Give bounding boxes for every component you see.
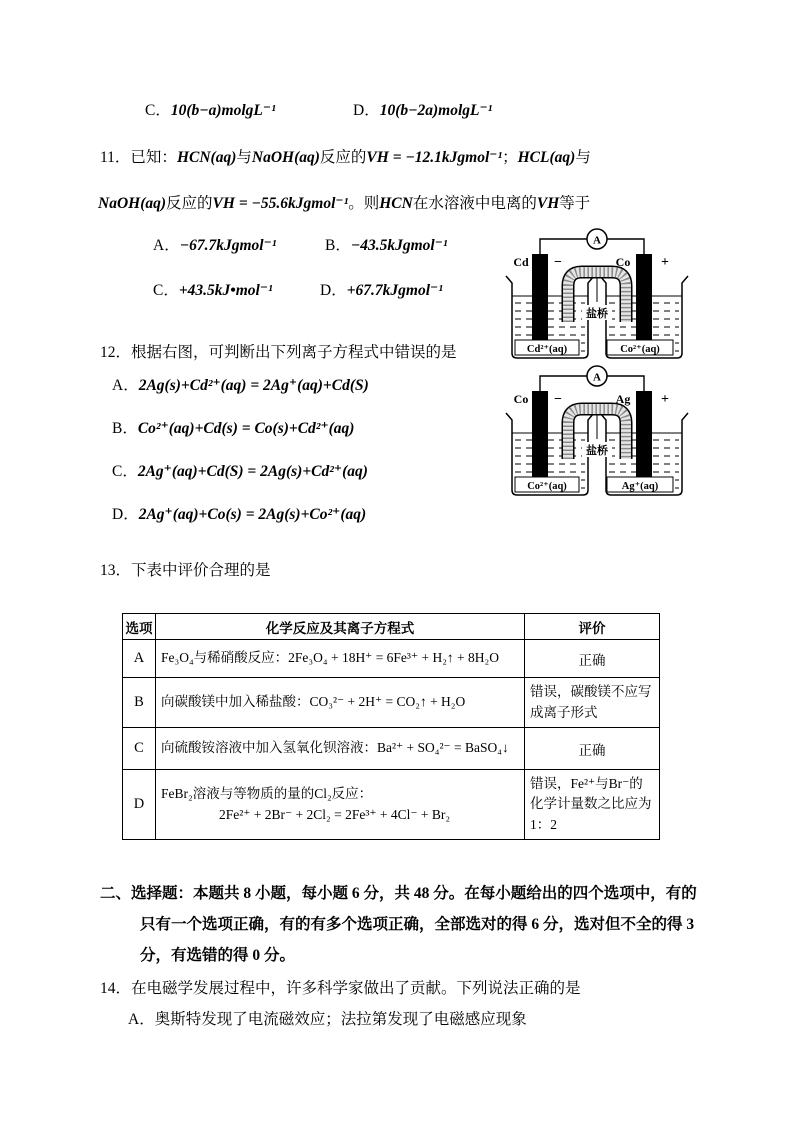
q12-option-a: A．2Ag(s)+Cd²⁺(aq) = 2Ag⁺(aq)+Cd(S) xyxy=(112,377,369,394)
row-option-label: C xyxy=(123,728,156,770)
table-header-row xyxy=(123,614,660,640)
right-electrode-label: Co xyxy=(615,255,631,269)
q14-stem: 14．在电磁学发展过程中，许多科学家做出了贡献。下列说法正确的是 xyxy=(100,980,581,997)
q11-option-b: B．−43.5kJgmol⁻¹ xyxy=(325,237,448,254)
q13-stem: 13．下表中评价合理的是 xyxy=(100,562,271,579)
right-polarity-sign: + xyxy=(661,255,669,270)
ammeter-label: A xyxy=(593,371,601,384)
left-electrode-label: Co xyxy=(513,392,529,406)
electrode-right xyxy=(636,391,652,483)
left-electrode-label: Cd xyxy=(513,255,529,269)
salt-bridge-label: 盐桥 xyxy=(586,308,608,320)
table-row xyxy=(123,770,660,840)
electrode-left xyxy=(532,254,548,346)
section2-instructions-line2: 只有一个选项正确，有的有多个选项正确，全部选对的得 6 分，选对但不全的得 3 xyxy=(140,916,695,933)
table-header-cell: 选项 xyxy=(123,614,156,640)
right-solution-label: Ag⁺(aq) xyxy=(621,481,659,492)
q11-stem-line1: 11．已知：HCN(aq)与NaOH(aq)反应的VH = −12.1kJgmol⁻¹；HCL(aq)与 xyxy=(100,149,591,166)
table-row xyxy=(123,728,660,770)
row-evaluation: 正确 xyxy=(525,640,660,678)
left-polarity-sign: − xyxy=(554,392,562,407)
wire-left xyxy=(540,376,587,393)
row-reaction: 向硫酸铵溶液中加入氢氧化钡溶液：Ba²⁺ + SO₄²⁻ = BaSO₄↓ xyxy=(156,728,525,770)
row-evaluation: 错误，Fe²⁺与Br⁻的化学计量数之比应为1：2 xyxy=(525,770,660,840)
left-solution-label: Cd²⁺(aq) xyxy=(526,344,568,355)
q11-stem-line2: NaOH(aq)反应的VH = −55.6kJgmol⁻¹。则HCN在水溶液中电离的VH等于 xyxy=(98,195,591,212)
q10-option-c: C．10(b−a)molgL⁻¹ xyxy=(145,102,276,119)
section2-instructions-line1: 二、选择题：本题共 8 小题，每小题 6 分，共 48 分。在每小题给出的四个选项中，有的 xyxy=(100,885,697,902)
left-solution-label: Co²⁺(aq) xyxy=(527,481,567,492)
right-electrode-label: Ag xyxy=(615,392,631,406)
row-reaction: Fe₃O₄与稀硝酸反应：2Fe₃O₄ + 18H⁺ = 6Fe³⁺ + H₂↑ + 8H₂O xyxy=(156,640,525,678)
wire-right xyxy=(607,376,644,393)
q11-option-c: C．+43.5kJ•mol⁻¹ xyxy=(153,282,273,299)
right-polarity-sign: + xyxy=(661,392,669,407)
table-row xyxy=(123,678,660,728)
row-evaluation: 错误，碳酸镁不应写成离子形式 xyxy=(525,678,660,728)
row-option-label: A xyxy=(123,640,156,678)
evaluation-table-body xyxy=(123,640,660,840)
right-solution-label: Co²⁺(aq) xyxy=(620,344,660,355)
q12-option-d: D．2Ag⁺(aq)+Co(s) = 2Ag(s)+Co²⁺(aq) xyxy=(112,506,367,523)
galvanic-cell-diagram-co-ag xyxy=(502,363,692,503)
q11-option-d: D．+67.7kJgmol⁻¹ xyxy=(320,282,443,299)
wire-right xyxy=(607,239,644,256)
table-header-cell: 评价 xyxy=(525,614,660,640)
q12-stem: 12．根据右图，可判断出下列离子方程式中错误的是 xyxy=(100,344,457,361)
left-polarity-sign: − xyxy=(554,255,562,270)
q14-option-a: A．奥斯特发现了电流磁效应；法拉第发现了电磁感应现象 xyxy=(128,1011,527,1028)
row-option-label: B xyxy=(123,678,156,728)
row-reaction: FeBr₂溶液与等物质的量的Cl₂反应： 2Fe²⁺ + 2Br⁻ + 2Cl₂ = 2Fe³⁺ + 4Cl⁻ + Br₂ xyxy=(156,770,525,840)
row-option-label: D xyxy=(123,770,156,840)
salt-bridge-label: 盐桥 xyxy=(586,445,608,457)
table-header-cell: 化学反应及其离子方程式 xyxy=(156,614,525,640)
galvanic-cell-diagram-cd-co xyxy=(502,226,692,366)
wire-left xyxy=(540,239,587,256)
q11-option-a: A．−67.7kJgmol⁻¹ xyxy=(153,237,277,254)
q12-option-c: C．2Ag⁺(aq)+Cd(S) = 2Ag(s)+Cd²⁺(aq) xyxy=(112,463,368,480)
row-evaluation: 正确 xyxy=(525,728,660,770)
section2-instructions-line3: 分，有选错的得 0 分。 xyxy=(140,947,296,964)
q12-option-b: B．Co²⁺(aq)+Cd(s) = Co(s)+Cd²⁺(aq) xyxy=(112,420,355,437)
electrode-left xyxy=(532,391,548,483)
row-reaction: 向碳酸镁中加入稀盐酸：CO₃²⁻ + 2H⁺ = CO₂↑ + H₂O xyxy=(156,678,525,728)
evaluation-table xyxy=(122,613,660,840)
q10-option-d: D．10(b−2a)molgL⁻¹ xyxy=(353,102,493,119)
electrode-right xyxy=(636,254,652,346)
ammeter-label: A xyxy=(593,234,601,247)
table-row xyxy=(123,640,660,678)
